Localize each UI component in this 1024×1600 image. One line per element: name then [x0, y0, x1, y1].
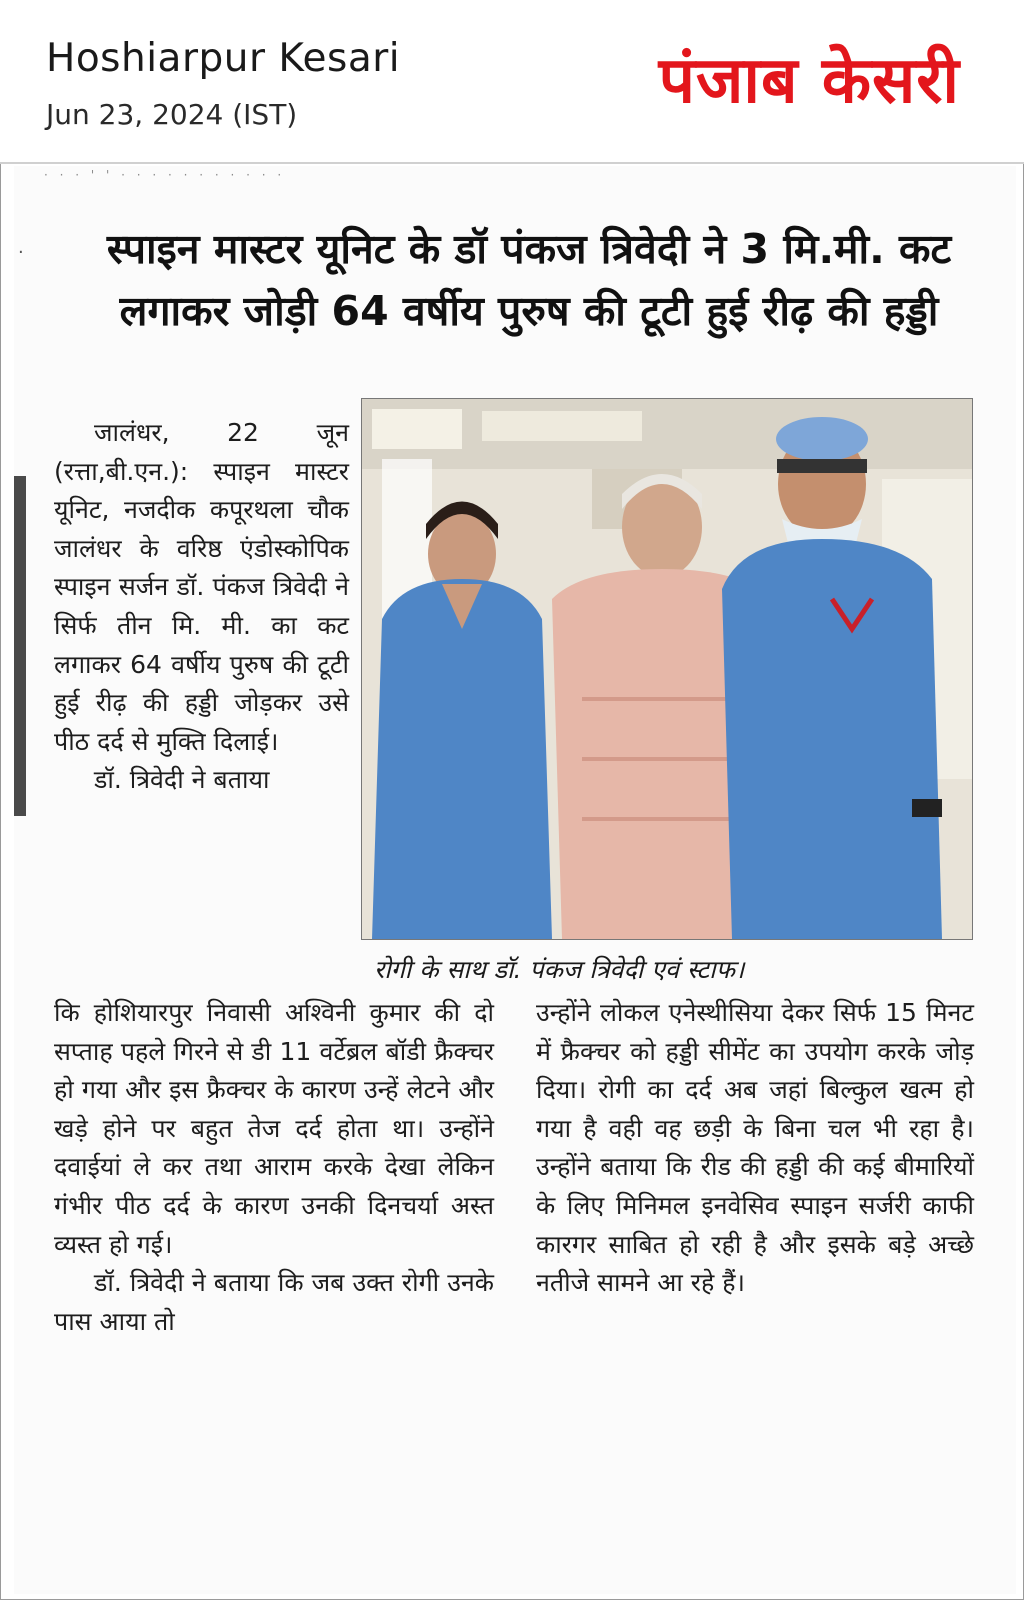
article-paragraph-2-lead: डॉ. त्रिवेदी ने बताया — [94, 765, 270, 795]
adjacent-article-fragment: · · · ' ' · · · · · · · · · · · — [44, 168, 286, 182]
article-column-left — [54, 994, 494, 1341]
article-column-right — [536, 994, 974, 1303]
publication-date: Jun 23, 2024 (IST) — [46, 98, 298, 131]
article-paragraph-4: उन्होंने लोकल एनेस्थीसिया देकर सिर्फ 15 मिनट में फ्रैक्चर को हड्डी सीमेंट का उपयोग करके जोड़ दिया। रोगी का दर्द अब जहां बिल्कुल खत्म हो गया है वही वह छड़ी के बिना चल भी रहा है। उन्होंने बताया कि रीड की हड्डी की कई बीमारियों के लिए मिनिमल इनवेसिव स्पाइन सर्जरी काफी कारगर साबित हो रही है और इसके बड़े अच्छे नतीजे सामने आ रहे हैं। — [536, 998, 974, 1298]
header — [0, 0, 1024, 164]
adjacent-photo-edge — [14, 476, 26, 816]
article-column-intro — [54, 414, 349, 800]
newspaper-clipping — [14, 166, 1016, 1594]
adjacent-column-fragment: · — [14, 166, 36, 1594]
hospital-staff-photo — [362, 399, 972, 939]
newspaper-logo: पंजाब केसरी — [658, 44, 960, 118]
photo-caption: रोगी के साथ डॉ. पंकज त्रिवेदी एवं स्टाफ। — [374, 955, 745, 984]
publication-name: Hoshiarpur Kesari — [46, 36, 401, 81]
article-paragraph-3: डॉ. त्रिवेदी ने बताया कि जब उक्त रोगी उनके पास आया तो — [54, 1268, 494, 1336]
article-paragraph-1: जालंधर, 22 जून (रत्ता,बी.एन.): स्पाइन मास्टर यूनिट, नजदीक कपूरथला चौक जालंधर के वरिष्ठ एंडोस्कोपिक स्पाइन सर्जन डॉ. पंकज त्रिवेदी ने सिर्फ तीन मि. मी. का कट लगाकर 64 वर्षीय पुरुष की टूटी हुई रीढ़ की हड्डी जोड़कर उसे पीठ दर्द से मुक्ति दिलाई। — [54, 418, 349, 756]
article-headline: स्पाइन मास्टर यूनिट के डॉ पंकज त्रिवेदी ने 3 मि.मी. कट लगाकर जोड़ी 64 वर्षीय पुरुष की टूटी हुई रीढ़ की हड्डी — [106, 225, 952, 335]
article-paragraph-2: कि होशियारपुर निवासी अश्विनी कुमार की दो सप्ताह पहले गिरने से डी 11 वर्टेब्रल बॉडी फ्रैक्चर हो गया और इस फ्रैक्चर के कारण उन्हें लेटने और खड़े होने पर बहुत तेज दर्द होता था। उन्होंने दवाईयां ले कर तथा आराम करके देखा लेकिन गंभीर पीठ दर्द के कारण उनकी दिनचर्या अस्त व्यस्त हो गई। — [54, 998, 494, 1259]
article-photo — [361, 398, 973, 940]
